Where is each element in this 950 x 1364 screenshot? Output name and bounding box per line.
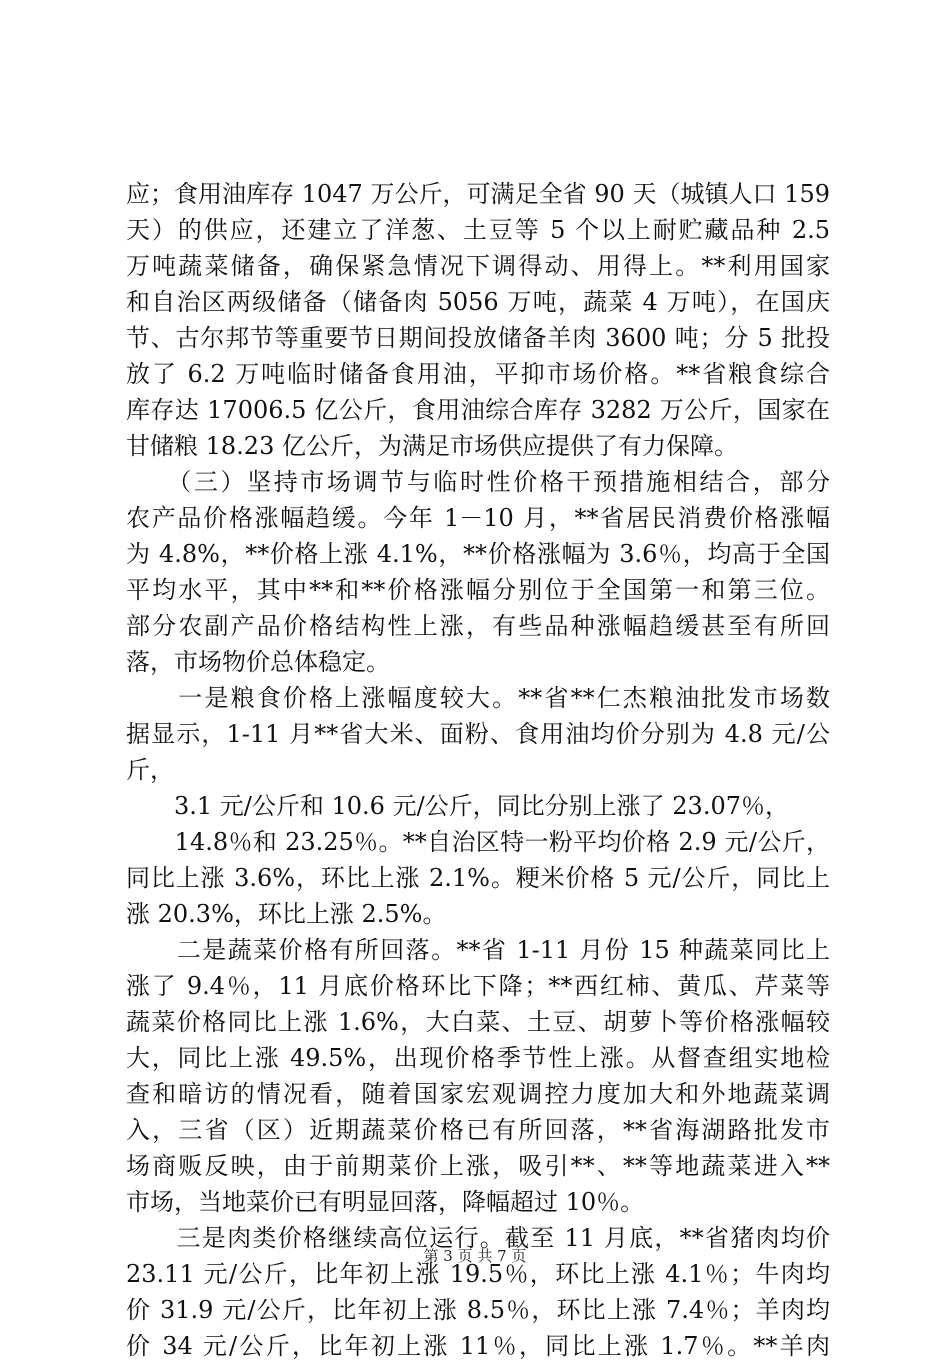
text-line: 价 34 元/公斤，比年初上涨 11％，同比上涨 1.7％。**羊肉 (126, 1332, 830, 1360)
text-line: 斤， (126, 756, 174, 784)
text-line: （三）坚持市场调节与临时性价格干预措施相结合，部分 (126, 468, 830, 496)
text-line: 市场，当地菜价已有明显回落，降幅超过 10％。 (126, 1188, 645, 1216)
text-line: 为 4.8%，**价格上涨 4.1%，**价格涨幅为 3.6％，均高于全国 (126, 540, 830, 568)
text-line: 天）的供应，还建立了洋葱、土豆等 5 个以上耐贮藏品种 2.5 (126, 216, 830, 244)
text-line: 价 31.9 元/公斤，比年初上涨 8.5％，环比上涨 7.4％；羊肉均 (126, 1296, 830, 1324)
body-text (126, 176, 830, 1364)
text-line: 同比上涨 3.6%，环比上涨 2.1%。粳米价格 5 元/公斤，同比上 (126, 864, 830, 892)
text-line: 应；食用油库存 1047 万公斤，可满足全省 90 天（城镇人口 159 (126, 180, 830, 208)
text-line: 库存达 17006.5 亿公斤，食用油综合库存 3282 万公斤，国家在 (126, 396, 830, 424)
text-line: 场商贩反映，由于前期菜价上涨，吸引**、**等地蔬菜进入** (126, 1152, 830, 1180)
text-line: 涨了 9.4％，11 月底价格环比下降；**西红柿、黄瓜、芹菜等 (126, 972, 830, 1000)
text-line: 入，三省（区）近期蔬菜价格已有所回落，**省海湖路批发市 (126, 1116, 830, 1144)
text-line: 23.11 元/公斤，比年初上涨 19.5％，环比上涨 4.1％；牛肉均 (126, 1260, 830, 1288)
text-line: 平均水平，其中**和**价格涨幅分别位于全国第一和第三位。 (126, 576, 830, 604)
text-line: 部分农副产品价格结构性上涨，有些品种涨幅趋缓甚至有所回 (126, 612, 830, 640)
page-footer: 第 3 页 共 7 页 (423, 1247, 527, 1265)
text-line: 蔬菜价格同比上涨 1.6%，大白菜、土豆、胡萝卜等价格涨幅较 (126, 1008, 830, 1036)
text-line: 二是蔬菜价格有所回落。**省 1-11 月份 15 种蔬菜同比上 (126, 936, 830, 964)
text-line: 万吨蔬菜储备，确保紧急情况下调得动、用得上。**利用国家 (126, 252, 830, 280)
text-line: 涨 20.3%，环比上涨 2.5%。 (126, 900, 447, 928)
text-line: 一是粮食价格上涨幅度较大。**省**仁杰粮油批发市场数 (126, 684, 830, 712)
text-line: 甘储粮 18.23 亿公斤，为满足市场供应提供了有力保障。 (126, 432, 738, 460)
text-line: 3.1 元/公斤和 10.6 元/公斤，同比分别上涨了 23.07％， (126, 792, 789, 820)
text-line: 和自治区两级储备（储备肉 5056 万吨，蔬菜 4 万吨），在国庆 (126, 288, 830, 316)
text-line: 据显示，1-11 月**省大米、面粉、食用油均价分别为 4.8 元/公 (126, 720, 830, 748)
text-line: 查和暗访的情况看，随着国家宏观调控力度加大和外地蔬菜调 (126, 1080, 830, 1108)
text-line: 放了 6.2 万吨临时储备食用油，平抑市场价格。**省粮食综合 (126, 360, 830, 388)
text-line: 农产品价格涨幅趋缓。今年 1－10 月，**省居民消费价格涨幅 (126, 504, 830, 532)
text-line: 大，同比上涨 49.5%，出现价格季节性上涨。从督查组实地检 (126, 1044, 830, 1072)
text-line: 节、古尔邦节等重要节日期间投放储备羊肉 3600 吨；分 5 批投 (126, 324, 830, 352)
text-line: 三是肉类价格继续高位运行。截至 11 月底，**省猪肉均价 (126, 1224, 830, 1252)
text-line: 落，市场物价总体稳定。 (126, 648, 390, 676)
text-line: 14.8％和 23.25％。**自治区特一粉平均价格 2.9 元/公斤， (126, 828, 830, 856)
